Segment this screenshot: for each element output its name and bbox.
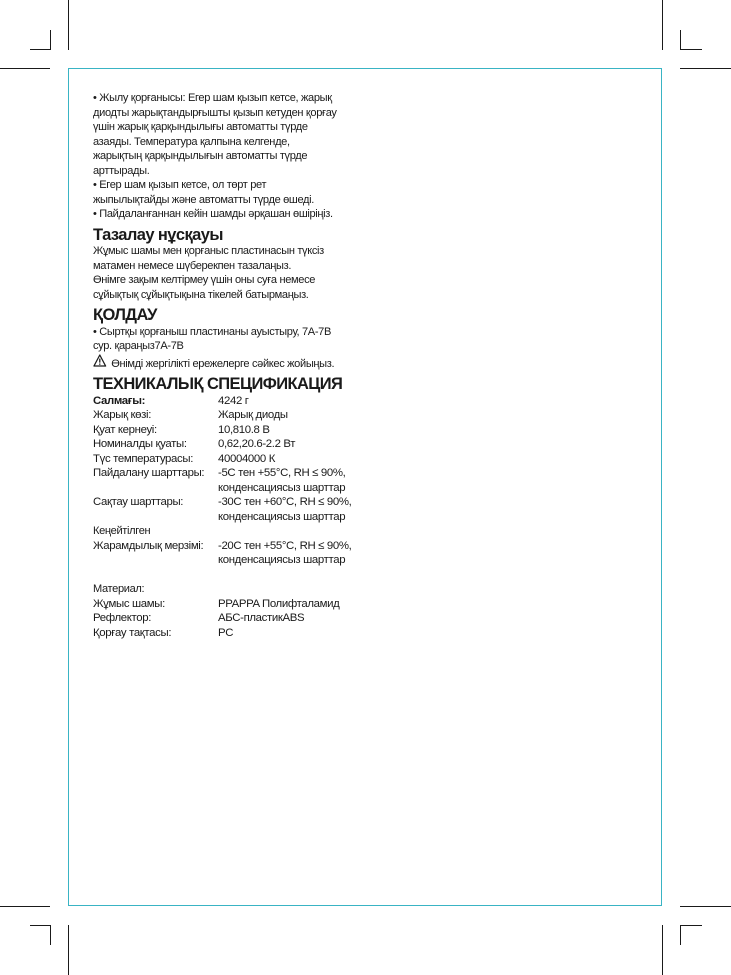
thermal-protection-section bbox=[93, 91, 363, 222]
spec-row bbox=[93, 452, 363, 467]
text-line: үшін жарық қарқындылығы автоматты түрде bbox=[93, 121, 308, 133]
spec-row bbox=[93, 408, 363, 423]
spec-value: 10,810.8 В bbox=[218, 423, 270, 436]
crop-mark bbox=[680, 68, 731, 69]
crop-mark bbox=[68, 925, 69, 975]
extended-label: Кеңейтілген bbox=[93, 525, 151, 537]
crop-mark bbox=[680, 30, 681, 50]
spec-value: 0,62,20.6-2.2 Вт bbox=[218, 438, 296, 450]
text-line: • Жылу қорғанысы: Егер шам қызып кетсе, жарық bbox=[93, 92, 332, 104]
crop-mark bbox=[30, 925, 50, 926]
spec-label: Түс температурасы: bbox=[93, 452, 194, 465]
spec-row-continued bbox=[93, 481, 363, 496]
warning-text: Өнімді жергілікті ережелерге сәйкес жойыңыз. bbox=[111, 357, 335, 370]
spec-value: -20С тен +55°С, RH ≤ 90%, bbox=[218, 539, 352, 552]
text-line: сұйықтық сұйықтықына тікелей батырмаңыз. bbox=[93, 288, 309, 301]
spec-value: АБС-пластикABS bbox=[218, 612, 305, 624]
cleaning-section bbox=[93, 244, 363, 302]
crop-mark bbox=[680, 925, 702, 926]
spec-row bbox=[93, 495, 363, 510]
support-heading: ҚОЛДАУ bbox=[93, 305, 157, 324]
crop-mark bbox=[0, 906, 50, 907]
spec-value: PPAPPA Полифталамид bbox=[218, 597, 340, 610]
spec-label-empty bbox=[93, 553, 218, 568]
spec-label: Номиналды қуаты: bbox=[93, 438, 187, 450]
spec-label: Сақтау шарттары: bbox=[93, 496, 184, 508]
spec-label-empty bbox=[93, 481, 218, 496]
text-line: • Сыртқы қорғаныш пластинаны ауыстыру, 7А-7В bbox=[93, 325, 331, 338]
text-line: сур. қараңыз7А-7В bbox=[93, 340, 184, 352]
text-line: жарықтың қарқындылығын автоматты түрде bbox=[93, 150, 308, 162]
spec-label: Салмағы: bbox=[93, 394, 146, 407]
crop-mark bbox=[680, 49, 702, 50]
spec-row bbox=[93, 597, 363, 612]
warning-triangle-icon bbox=[93, 354, 107, 367]
crop-mark bbox=[662, 925, 663, 975]
disposal-warning bbox=[93, 354, 334, 372]
material-label: Материал: bbox=[93, 583, 145, 595]
text-line: диодты жарықтандырғышты қызып кетуден қорғау bbox=[93, 106, 337, 119]
text-line: • Пайдаланғаннан кейін шамды әрқашан өшіріңіз. bbox=[93, 208, 333, 220]
text-line: • Егер шам қызып кетсе, ол төрт рет bbox=[93, 179, 267, 191]
spec-row bbox=[93, 423, 363, 438]
text-line: Жұмыс шамы мен қорғаныс пластинасын түксіз bbox=[93, 245, 324, 257]
spec-value: -5С тен +55°С, RH ≤ 90%, bbox=[218, 467, 346, 479]
spec-label: Қорғау тақтасы: bbox=[93, 626, 172, 639]
spec-value: 4242 г bbox=[218, 394, 249, 407]
manual-page-content bbox=[93, 91, 363, 640]
spec-value: конденсациясыз шарттар bbox=[218, 481, 346, 494]
spec-row bbox=[93, 466, 363, 481]
text-line: азаяды. Температура қалпына келгенде, bbox=[93, 135, 290, 148]
spec-row-continued bbox=[93, 553, 363, 568]
spec-row bbox=[93, 539, 363, 554]
spec-row bbox=[93, 437, 363, 452]
crop-mark bbox=[680, 925, 681, 945]
text-line: Өнімге зақым келтірмеу үшін оны суға немесе bbox=[93, 274, 316, 286]
crop-mark bbox=[662, 0, 663, 50]
spec-row bbox=[93, 394, 363, 409]
crop-mark bbox=[50, 30, 51, 50]
crop-mark bbox=[680, 906, 731, 907]
specs-table bbox=[93, 394, 363, 641]
crop-mark bbox=[68, 0, 69, 50]
text-line: жыпылықтайды және автоматты түрде өшеді. bbox=[93, 193, 314, 206]
spec-label: Рефлектор: bbox=[93, 612, 152, 624]
cleaning-heading: Тазалау нұсқауы bbox=[93, 224, 223, 244]
spec-row bbox=[93, 611, 363, 626]
spec-value: 40004000 К bbox=[218, 452, 275, 465]
spec-row-continued bbox=[93, 510, 363, 525]
crop-mark bbox=[30, 49, 50, 50]
spec-value: -30С тен +60°С, RH ≤ 90%, bbox=[218, 496, 352, 508]
support-section bbox=[93, 325, 363, 372]
spec-label: Жарамдылық мерзімі: bbox=[93, 539, 204, 552]
spec-value: Жарық диоды bbox=[218, 409, 288, 421]
spec-value: конденсациясыз шарттар bbox=[218, 510, 346, 523]
specs-heading: ТЕХНИКАЛЫҚ СПЕЦИФИКАЦИЯ bbox=[93, 374, 343, 393]
spec-label: Қуат кернеуі: bbox=[93, 423, 157, 436]
spec-label: Жұмыс шамы: bbox=[93, 597, 165, 610]
text-line: матамен немесе шүберекпен тазалаңыз. bbox=[93, 259, 292, 272]
crop-mark bbox=[0, 68, 50, 69]
spec-label: Пайдалану шарттары: bbox=[93, 467, 205, 479]
spacer bbox=[93, 568, 363, 583]
text-line: арттырады. bbox=[93, 164, 150, 177]
spec-label: Жарық көзі: bbox=[93, 409, 152, 421]
spec-row bbox=[93, 626, 363, 641]
spec-label-empty bbox=[93, 510, 218, 525]
spec-value: PC bbox=[218, 626, 234, 639]
crop-mark bbox=[50, 925, 51, 945]
spec-value: конденсациясыз шарттар bbox=[218, 554, 346, 566]
